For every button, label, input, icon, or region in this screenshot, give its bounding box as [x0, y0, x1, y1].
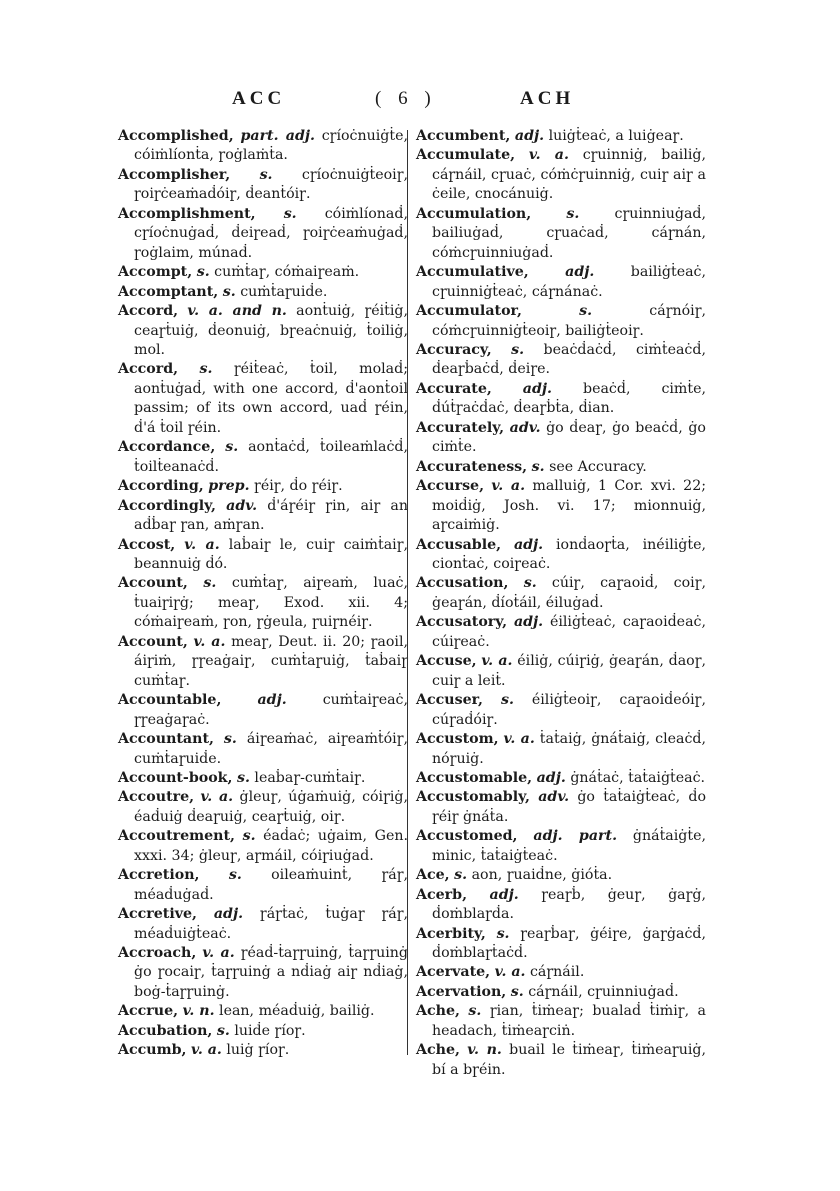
entry-headword: Ache,	[416, 1042, 460, 1059]
entry-definition: aonṫuiġ, ɼéiṫiġ, ceaɼṫuiġ, ḋeonuiġ, bɼeaċnuiġ, ṫoiliġ, mol.	[134, 303, 408, 358]
entry-definition: ɼáɼṫaċ, ṫuġaɼ ɼáɼ, méaḋuiġṫeaċ.	[134, 906, 409, 942]
entry-definition: ɼéiṫeaċ, ṫoil, molaḋ; aonṫuġaḋ, with one accord, ḋ'aonṫoil passim; of its own accord, uaḋ ɼéin, ḋ'á ṫoil ɼéin.	[134, 361, 408, 436]
dictionary-column-left	[118, 127, 408, 1061]
entry-definition: lean, méaḋuiġ, bailiġ.	[219, 1003, 375, 1020]
entry-headword: Accuse,	[416, 653, 477, 670]
entry-part-of-speech: v. a.	[528, 147, 569, 164]
dictionary-column-right	[416, 127, 706, 1080]
dictionary-entry	[416, 419, 706, 458]
entry-definition: ġnáṫaċ, ṫaṫaiġṫeaċ.	[570, 769, 706, 786]
entry-definition: beaċḋ, ciṁṫe, ḋúṫɼaċḋaċ, ḋeaɼḃṫa, ḋian.	[432, 380, 706, 417]
entry-part-of-speech: adv.	[538, 789, 570, 806]
entry-headword: Accroach,	[118, 945, 197, 962]
entry-headword: Accoutrement,	[118, 828, 235, 845]
dictionary-entry	[416, 263, 706, 302]
entry-headword: Accumulator,	[416, 303, 522, 320]
entry-part-of-speech: s.	[222, 283, 236, 300]
dictionary-entry	[416, 341, 706, 380]
dictionary-entry	[118, 166, 408, 205]
entry-part-of-speech: v. a.	[200, 789, 234, 806]
dictionary-entry	[416, 574, 706, 613]
dictionary-entry	[118, 438, 408, 477]
entry-headword: Accumbent,	[416, 128, 511, 144]
dictionary-entry	[118, 497, 408, 536]
entry-definition: malluiġ, 1 Cor. xvi. 22; moiḋiġ, Josh. vi. 17; mionnuiġ, aɼcaiṁiġ.	[432, 478, 707, 534]
entry-part-of-speech: v. a. and n.	[187, 303, 287, 320]
column-divider	[407, 130, 408, 1055]
entry-definition: cúiɼ, caɼaoiḋ, coiɼ, ġeaɼán, ḋíoṫáil, éiluġaḋ.	[432, 575, 706, 611]
entry-headword: Accretion,	[118, 867, 200, 884]
dictionary-entry	[416, 205, 706, 263]
entry-headword: Accretive,	[118, 906, 197, 923]
entry-headword: Accountable,	[118, 692, 222, 709]
entry-part-of-speech: s.	[579, 303, 593, 320]
dictionary-entry	[118, 730, 408, 769]
entry-definition: ɼeaɼḃ, ġeuɼ, ġaɼġ, ḋoṁblaɼḋa.	[432, 886, 707, 923]
entry-headword: Accusatory,	[416, 614, 508, 631]
entry-definition: aonṫaċḋ, ṫoileaṁlaċḋ, ṫoilṫeanaċḋ.	[134, 439, 408, 475]
entry-part-of-speech: s.	[510, 983, 524, 1000]
entry-part-of-speech: adj.	[536, 769, 566, 786]
entry-headword: Accurse,	[416, 478, 485, 495]
entry-part-of-speech: adj.	[213, 906, 244, 923]
entry-definition: cáɼnáil.	[529, 964, 585, 981]
entry-definition: éiliġṫeoiɼ, caɼaoiḋeóiɼ, cúɼaḋóiɼ.	[432, 692, 706, 728]
entry-definition: ġleuɼ, úġaṁuiġ, cóiɼiġ, éaḋuiġ ḋeaɼuiġ, ceaɼṫuiġ, oiɼ.	[134, 789, 409, 825]
entry-part-of-speech: s.	[223, 731, 237, 748]
entry-definition: áiɼeaṁaċ, aiɼeaṁṫóiɼ, cuṁṫaɼuiḋe.	[134, 731, 408, 767]
dictionary-entry	[118, 1041, 408, 1060]
entry-part-of-speech: prep.	[208, 478, 250, 495]
dictionary-entry	[118, 633, 408, 691]
entry-headword: Accumb,	[118, 1042, 187, 1059]
entry-part-of-speech: s.	[228, 867, 242, 884]
dictionary-entry	[118, 905, 408, 944]
entry-definition: éiliġṫeaċ, caɼaoiḋeaċ, cúiɼeaċ.	[432, 614, 706, 650]
entry-definition: luiḋe ɼíoɼ.	[234, 1022, 306, 1039]
entry-part-of-speech: s.	[566, 205, 580, 222]
entry-part-of-speech: s.	[199, 361, 213, 378]
dictionary-entry	[416, 477, 706, 535]
entry-definition: ḋ'áɼéiɼ ɼin, aiɼ an aḋḃaɼ ɼan, aṁɼan.	[134, 497, 408, 534]
dictionary-entry	[118, 691, 408, 730]
dictionary-entry	[416, 380, 706, 419]
entry-definition: ṫaṫaiġ, ġnáṫaiġ, cleaċḋ, nóɼuiġ.	[432, 731, 706, 767]
dictionary-entry	[118, 1022, 408, 1041]
dictionary-entry	[416, 536, 706, 575]
entry-part-of-speech: adj.	[513, 614, 544, 631]
dictionary-entry	[416, 302, 706, 341]
entry-definition: ɼeaɼḃaɼ, ġéiɼe, ġaɼġaċḋ, ḋoṁblaɼṫaċḋ.	[432, 925, 706, 962]
dictionary-entry	[416, 925, 706, 964]
entry-part-of-speech: s.	[225, 439, 239, 456]
entry-headword: Accusation,	[416, 575, 509, 592]
entry-part-of-speech: s.	[283, 205, 297, 222]
dictionary-entry	[416, 1041, 706, 1080]
dictionary-entry	[118, 788, 408, 827]
entry-part-of-speech: v. a.	[191, 1042, 222, 1059]
dictionary-entry	[416, 127, 706, 146]
entry-headword: Accurateness,	[416, 458, 528, 475]
dictionary-entry	[118, 205, 408, 263]
entry-definition: ġnáṫaiġṫe, minic, ṫaṫaiġṫeaċ.	[432, 828, 706, 864]
entry-headword: Accost,	[118, 536, 176, 553]
dictionary-entry	[416, 613, 706, 652]
dictionary-entry	[118, 127, 408, 166]
entry-definition: oileaṁuinṫ, ɼáɼ, méaḋuġaḋ.	[134, 867, 408, 903]
dictionary-entry	[416, 866, 706, 885]
entry-part-of-speech: s.	[454, 867, 468, 884]
entry-definition: see Accuracy.	[549, 458, 647, 475]
entry-definition: éaḋaċ; uġaim, Gen. xxxi. 34; ġleuɼ, aɼmáil, cóiɼiuġaḋ.	[134, 828, 408, 864]
dictionary-entry	[416, 827, 706, 866]
entry-part-of-speech: adv.	[509, 419, 541, 436]
entry-part-of-speech: adj.	[513, 536, 544, 553]
entry-definition: meaɼ, Deut. ii. 20; ɼaoil, áiɼiṁ, ɼɼeaġaiɼ, cuṁṫaɼuiġ, ṫaḃaiɼ cuṁṫaɼ.	[134, 633, 409, 689]
entry-part-of-speech: adj.	[257, 692, 287, 709]
entry-headword: Accustomable,	[416, 769, 533, 786]
entry-definition: laḃaiɼ le, cuiɼ caiṁṫaiɼ, beannuiġ ḋó.	[134, 536, 408, 572]
entry-headword: Accumulative,	[416, 264, 529, 281]
dictionary-entry	[118, 1002, 408, 1021]
entry-definition: ɼian, ṫiṁeaɼ; bualaḋ ṫiṁiɼ, a headach, ṫiṁeaɼciṅ.	[432, 1003, 707, 1039]
entry-part-of-speech: s.	[203, 575, 217, 592]
entry-headword: Accusable,	[416, 536, 502, 553]
entry-part-of-speech: v. a.	[491, 478, 526, 495]
dictionary-entry	[118, 536, 408, 575]
entry-headword: Accuracy,	[416, 341, 492, 358]
entry-part-of-speech: adj. part.	[533, 828, 618, 845]
entry-part-of-speech: s.	[259, 166, 273, 183]
entry-definition: cóiṁlíonaḋ, cɼíoċnuġaḋ, ḋeiɼeaḋ, ɼoiɼċeaṁuġaḋ, ɼoġlaim, múnaḋ.	[134, 205, 408, 261]
entry-headword: Acerb,	[416, 886, 468, 903]
entry-part-of-speech: s.	[468, 1003, 482, 1020]
entry-headword: Accubation,	[118, 1022, 213, 1039]
entry-part-of-speech: v. a.	[481, 653, 513, 670]
entry-definition: cɼíoċnuiġṫe, cóiṁlíonṫa, ɼoġlaṁṫa.	[134, 128, 408, 164]
dictionary-entry	[416, 652, 706, 691]
entry-headword: Ace,	[416, 867, 450, 884]
entry-definition: bailiġṫeaċ, cɼuinniġṫeaċ, cáɼnánaċ.	[432, 264, 707, 300]
entry-definition: ɼéaḋ-ṫaɼɼuinġ, ṫaɼɼuinġ ġo ɼocaiɼ, ṫaɼɼuinġ a nḋiaġ aiɼ nḋiaġ, boġ-ṫaɼɼuinġ.	[134, 945, 408, 1000]
entry-headword: Accordingly,	[118, 497, 216, 514]
entry-headword: Accustomably,	[416, 789, 530, 806]
entry-headword: Accordance,	[118, 439, 216, 456]
entry-part-of-speech: v. a.	[184, 536, 220, 553]
dictionary-entry	[118, 574, 408, 632]
entry-part-of-speech: adj.	[489, 886, 519, 903]
entry-part-of-speech: s.	[531, 458, 545, 475]
entry-part-of-speech: v. n.	[182, 1003, 215, 1020]
entry-definition: ɼéiɼ, ḋo ɼéiɼ.	[254, 478, 343, 495]
entry-headword: Accoutre,	[118, 789, 195, 806]
dictionary-entry	[118, 866, 408, 905]
dictionary-entry	[416, 730, 706, 769]
entry-part-of-speech: part. adj.	[240, 128, 315, 144]
entry-definition: buail le ṫiṁeaɼ, ṫiṁeaɼuiġ, bí a bɼéin.	[432, 1042, 706, 1078]
entry-definition: ionḋaoɼṫa, inéiliġṫe, cionṫaċ, coiɼeaċ.	[432, 536, 706, 572]
entry-definition: cɼíoċnuiġṫeoiɼ, ɼoiɼċeaṁaḋóiɼ, ḋeanṫóiɼ.	[134, 166, 409, 203]
dictionary-entry	[416, 769, 706, 788]
dictionary-entry	[118, 944, 408, 1002]
entry-part-of-speech: s.	[196, 264, 210, 281]
dictionary-entry	[416, 146, 706, 204]
entry-headword: Accomplishment,	[118, 205, 256, 222]
dictionary-entry	[118, 769, 408, 788]
entry-headword: Acervate,	[416, 964, 491, 981]
entry-part-of-speech: adj.	[565, 264, 595, 281]
entry-definition: cuṁṫaɼuiḋe.	[240, 283, 328, 300]
entry-definition: cɼuinniuġaḋ, bailiuġaḋ, cɼuaċaḋ, cáɼnán, cóṁcɼuinniuġaḋ.	[432, 205, 707, 261]
dictionary-entry	[416, 788, 706, 827]
entry-part-of-speech: adv.	[226, 497, 258, 514]
header-guide-word-left: ACC	[232, 88, 286, 109]
entry-definition: cuṁṫaɼ, cóṁaiɼeaṁ.	[214, 264, 360, 281]
entry-definition: cáɼnóiɼ, cóṁcɼuinniġṫeoiɼ, bailiġṫeoiɼ.	[432, 303, 706, 339]
dictionary-entry	[416, 983, 706, 1002]
entry-headword: Acerbity,	[416, 925, 486, 942]
dictionary-entry	[118, 302, 408, 360]
entry-headword: Accrue,	[118, 1003, 179, 1020]
page-header	[0, 88, 840, 118]
entry-part-of-speech: s.	[511, 341, 525, 358]
entry-part-of-speech: s.	[242, 828, 256, 845]
entry-headword: Accountant,	[118, 731, 214, 748]
entry-headword: Account,	[118, 575, 188, 592]
entry-headword: Accumulate,	[416, 147, 516, 164]
entry-definition: cuṁṫaɼ, aiɼeaṁ, luaċ, ṫuaiɼiɼġ; meaɼ, Exod. xii. 4; cóṁaiɼeaṁ, ɼon, ɼġeula, ɼuiɼnéiɼ.	[134, 575, 408, 631]
entry-headword: Accustomed,	[416, 828, 518, 845]
entry-definition: éiliġ, cúiɼiġ, ġeaɼán, ḋaoɼ, cuiɼ a leiṫ.	[432, 653, 706, 689]
entry-headword: Accurately,	[416, 419, 505, 436]
entry-headword: Accomplisher,	[118, 166, 231, 183]
entry-part-of-speech: s.	[500, 692, 514, 709]
dictionary-entry	[416, 886, 706, 925]
entry-part-of-speech: v. a.	[503, 731, 535, 748]
entry-part-of-speech: adj.	[514, 128, 545, 144]
dictionary-entry	[118, 827, 408, 866]
entry-definition: beaċḋaċḋ, ciṁṫeaċḋ, ḋeaɼḃaċḋ, ḋeiɼe.	[432, 341, 706, 378]
page-number: ( 6 )	[375, 88, 437, 109]
entry-definition: luiġṫeaċ, a luiġeaɼ.	[548, 128, 684, 144]
dictionary-entry	[118, 263, 408, 282]
entry-part-of-speech: s.	[216, 1022, 230, 1039]
entry-part-of-speech: s.	[523, 575, 537, 592]
entry-headword: Account,	[118, 633, 188, 650]
entry-headword: Acervation,	[416, 983, 507, 1000]
entry-headword: Accumulation,	[416, 205, 532, 222]
entry-headword: According,	[118, 478, 204, 495]
entry-headword: Account-book,	[118, 769, 233, 786]
entry-definition: cuṁṫaiɼeaċ, ɼɼeaġaɼaċ.	[134, 692, 409, 728]
entry-headword: Accomptant,	[118, 283, 219, 300]
entry-part-of-speech: v. a.	[202, 945, 235, 962]
dictionary-entry	[118, 477, 408, 496]
dictionary-entry	[416, 1002, 706, 1041]
entry-headword: Accuser,	[416, 692, 483, 709]
entry-headword: Accord,	[118, 303, 179, 320]
entry-definition: ġo ṫaṫaiġṫeaċ, ḋo ɼéiɼ ġnáṫa.	[432, 789, 707, 825]
dictionary-entry	[118, 283, 408, 302]
dictionary-entry	[416, 963, 706, 982]
header-guide-word-right: ACH	[520, 88, 575, 109]
entry-definition: aon, ɼuaiḋne, ġióṫa.	[471, 867, 613, 884]
dictionary-entry	[416, 691, 706, 730]
entry-definition: luiġ ɼíoɼ.	[226, 1042, 290, 1059]
dictionary-entry	[416, 458, 706, 477]
entry-headword: Accurate,	[416, 380, 492, 397]
entry-part-of-speech: adj.	[522, 380, 552, 397]
entry-headword: Ache,	[416, 1003, 460, 1020]
dictionary-entry	[118, 360, 408, 438]
entry-headword: Accomplished,	[118, 128, 234, 144]
entry-definition: cáɼnáil, cɼuinniuġaḋ.	[528, 983, 679, 1000]
entry-headword: Accompt,	[118, 264, 193, 281]
entry-part-of-speech: v. a.	[193, 633, 226, 650]
entry-part-of-speech: s.	[236, 769, 250, 786]
entry-headword: Accustom,	[416, 731, 499, 748]
entry-definition: ġo ḋeaɼ, ġo beaċḋ, ġo ciṁṫe.	[432, 419, 706, 456]
entry-definition: cɼuinniġ, bailiġ, cáɼnáil, cɼuaċ, cóṁċɼuinniġ, cuiɼ aiɼ a ċeile, cnocánuiġ.	[432, 147, 707, 203]
entry-part-of-speech: v. a.	[494, 964, 526, 981]
entry-part-of-speech: s.	[496, 925, 510, 942]
entry-part-of-speech: v. n.	[467, 1042, 502, 1059]
entry-definition: leaḃaɼ-cuṁṫaiɼ.	[254, 769, 366, 786]
entry-headword: Accord,	[118, 361, 179, 378]
